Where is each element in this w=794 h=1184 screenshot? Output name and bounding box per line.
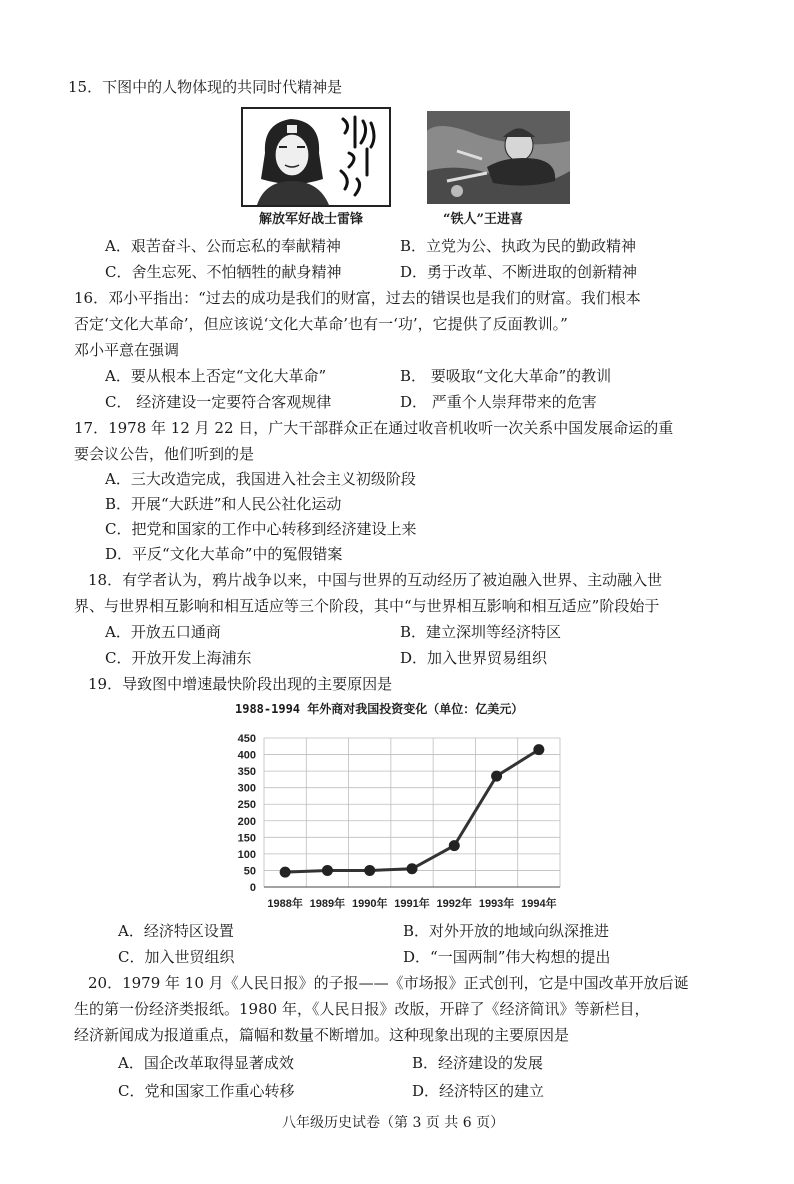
q16-option-a: A．要从根本上否定“文化大革命” xyxy=(105,367,327,385)
q16-option-b: B． 要吸取“文化大革命”的教训 xyxy=(400,367,612,385)
q16-stem-line-2: 否定‘文化大革命’，但应该说‘文化大革命’也有一‘功’，它提供了反面教训。” xyxy=(74,315,568,333)
q20-stem-line-1: 20．1979 年 10 月《人民日报》的子报——《市场报》正式创刊，它是中国改革开放后诞 xyxy=(88,974,689,992)
investment-line-chart xyxy=(220,722,565,917)
q18-option-a: A．开放五口通商 xyxy=(105,623,221,641)
data-point xyxy=(407,863,418,874)
q16-stem-line-1: 16．邓小平指出：“过去的成功是我们的财富，过去的错误也是我们的财富。我们根本 xyxy=(74,289,641,307)
y-tick-label: 300 xyxy=(237,782,256,795)
q17-option-a: A．三大改造完成，我国进入社会主义初级阶段 xyxy=(105,470,416,488)
q18-option-b: B．建立深圳等经济特区 xyxy=(400,623,562,641)
q16-option-d: D． 严重个人崇拜带来的危害 xyxy=(400,393,597,411)
page-footer: 八年级历史试卷（第 3 页 共 6 页） xyxy=(282,1115,505,1131)
y-tick-label: 350 xyxy=(237,766,256,779)
y-tick-label: 250 xyxy=(237,799,256,812)
data-point xyxy=(533,744,544,755)
q18-option-d: D．加入世界贸易组织 xyxy=(400,649,548,667)
q15-option-d: D．勇于改革、不断进取的创新精神 xyxy=(400,263,638,281)
chart-title: 1988-1994 年外商对我国投资变化（单位：亿美元） xyxy=(235,702,524,716)
q18-option-c: C．开放开发上海浦东 xyxy=(105,649,252,667)
lei-feng-photo xyxy=(241,107,391,207)
y-tick-label: 150 xyxy=(237,832,256,845)
q17-stem-line-1: 17．1978 年 12 月 22 日，广大干部群众正在通过收音机收听一次关系中国发展命运的重 xyxy=(74,419,674,437)
q18-stem-line-1: 18．有学者认为，鸦片战争以来，中国与世界的互动经历了被迫融入世界、主动融入世 xyxy=(88,571,663,589)
q16-option-c: C． 经济建设一定要符合客观规律 xyxy=(105,393,332,411)
y-tick-label: 100 xyxy=(237,848,256,861)
lei-feng-caption: 解放军好战士雷锋 xyxy=(259,212,364,227)
q18-stem-line-2: 界、与世界相互影响和相互适应等三个阶段，其中“与世界相互影响和相互适应”阶段始于 xyxy=(74,597,660,615)
q20-stem-line-3: 经济新闻成为报道重点，篇幅和数量不断增加。这种现象出现的主要原因是 xyxy=(74,1026,570,1044)
q20-option-d: D．经济特区的建立 xyxy=(412,1082,545,1100)
lei-feng-portrait xyxy=(243,109,389,205)
wang-jinxi-photo xyxy=(427,111,570,204)
q19-option-c: C．加入世贸组织 xyxy=(118,948,235,966)
y-tick-label: 450 xyxy=(237,733,256,745)
q19-stem: 19．导致图中增速最快阶段出现的主要原因是 xyxy=(88,675,393,693)
q19-option-b: B．对外开放的地域向纵深推进 xyxy=(403,922,610,940)
q20-option-a: A．国企改革取得显著成效 xyxy=(118,1054,294,1072)
x-tick-label: 1991年 xyxy=(394,898,430,910)
q19-option-d: D．“一国两制”伟大构想的提出 xyxy=(403,948,611,966)
data-point xyxy=(280,867,291,878)
y-tick-label: 200 xyxy=(237,815,256,828)
q17-option-d: D．平反“文化大革命”中的冤假错案 xyxy=(105,545,343,563)
x-tick-label: 1990年 xyxy=(351,898,388,910)
q15-option-c: C．舍生忘死、不怕牺牲的献身精神 xyxy=(105,263,342,281)
data-point xyxy=(364,865,375,876)
q16-stem-line-3: 邓小平意在强调 xyxy=(74,341,180,359)
chart-x-axis xyxy=(264,887,560,910)
q19-option-a: A．经济特区设置 xyxy=(118,922,234,940)
q20-stem-line-2: 生的第一份经济类报纸。1980 年，《人民日报》改版，开辟了《经济简讯》等新栏目， xyxy=(74,1000,650,1018)
x-tick-label: 1992年 xyxy=(436,898,473,910)
data-point xyxy=(449,840,460,851)
q15-stem: 15．下图中的人物体现的共同时代精神是 xyxy=(68,78,343,96)
y-tick-label: 0 xyxy=(249,882,256,894)
chart-series xyxy=(280,744,545,878)
wang-jinxi-scene xyxy=(427,111,570,204)
x-tick-label: 1994年 xyxy=(521,898,557,910)
q15-option-a: A．艰苦奋斗、公而忘私的奉献精神 xyxy=(105,237,341,255)
q20-option-c: C．党和国家工作重心转移 xyxy=(118,1082,295,1100)
q17-option-b: B．开展“大跃进”和人民公社化运动 xyxy=(105,495,342,513)
data-point xyxy=(491,771,502,782)
data-point xyxy=(322,865,333,876)
chart-y-axis xyxy=(238,733,256,894)
q17-option-c: C．把党和国家的工作中心转移到经济建设上来 xyxy=(105,520,417,538)
y-tick-label: 50 xyxy=(243,865,256,878)
x-tick-label: 1993年 xyxy=(478,898,515,910)
x-tick-label: 1988年 xyxy=(267,898,303,910)
x-tick-label: 1989年 xyxy=(309,898,346,910)
q20-option-b: B．经济建设的发展 xyxy=(412,1054,544,1072)
wang-jinxi-caption: “铁人”王进喜 xyxy=(443,212,523,227)
q17-stem-line-2: 要会议公告，他们听到的是 xyxy=(74,445,255,463)
q15-option-b: B．立党为公、执政为民的勤政精神 xyxy=(400,237,637,255)
y-tick-label: 400 xyxy=(237,749,256,762)
